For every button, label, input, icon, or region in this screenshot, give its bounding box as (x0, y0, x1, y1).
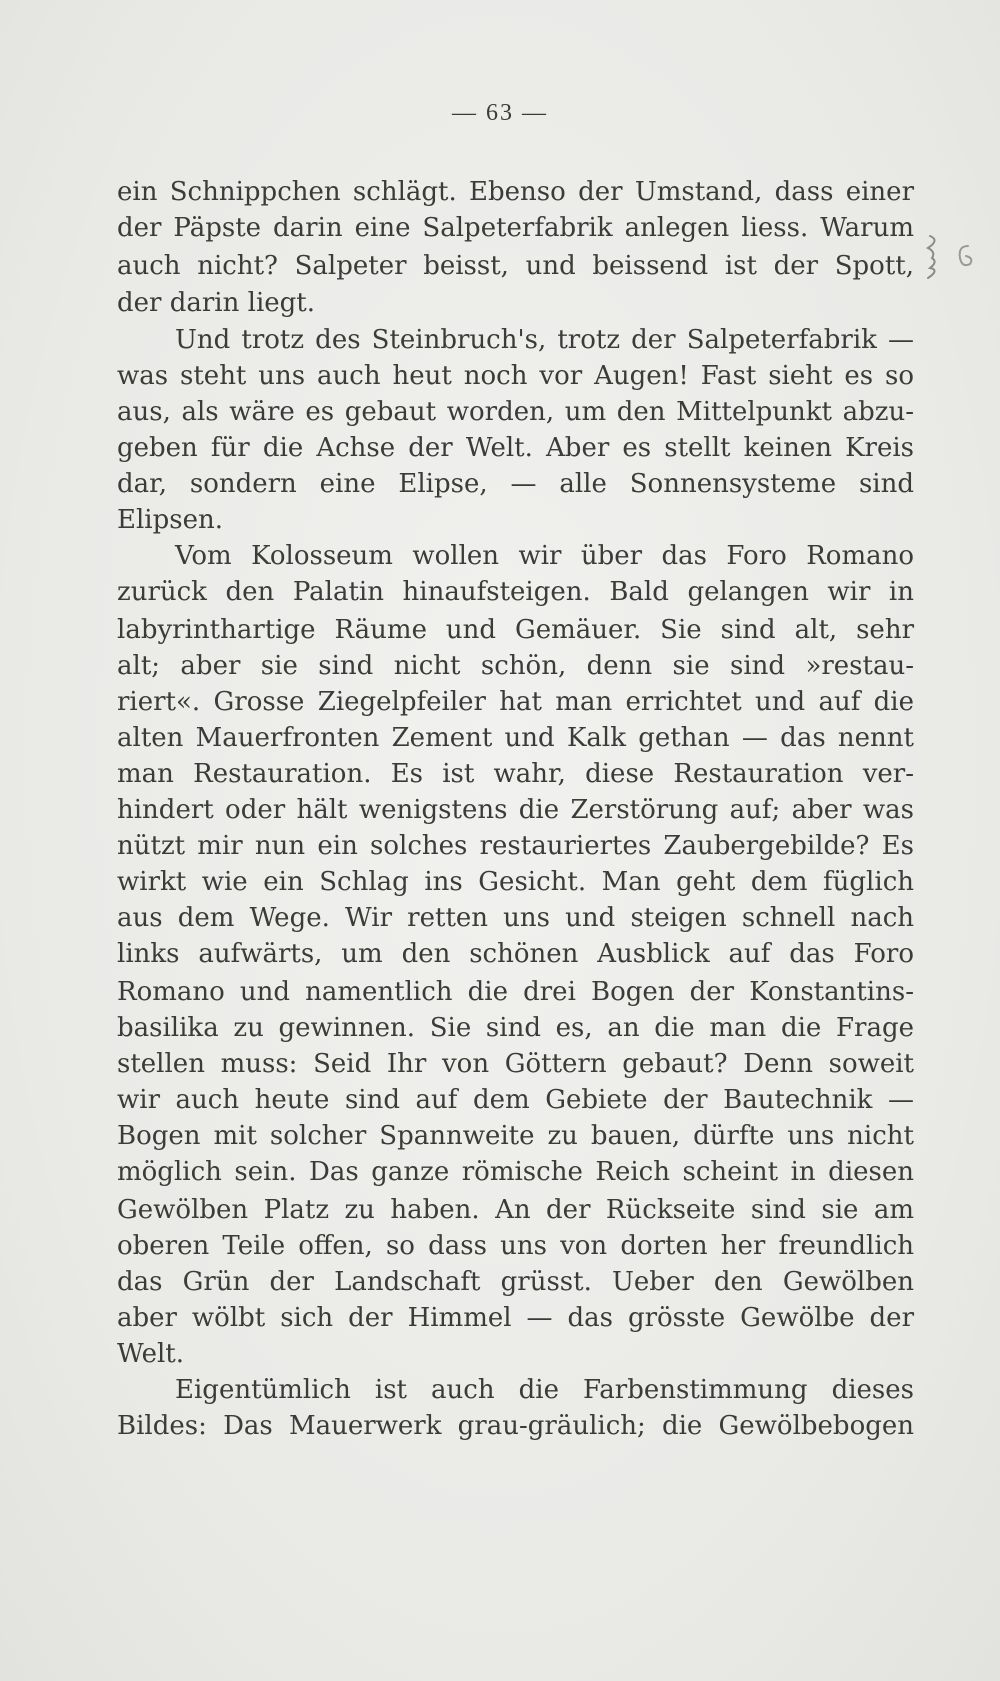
text-line: alten Mauerfronten Zement und Kalk gethan — das nennt (117, 723, 914, 753)
text-line: Elipsen. (117, 505, 223, 535)
text-line: Eigentümlich ist auch die Farbenstimmung dieses (175, 1375, 914, 1405)
text-line: aber wölbt sich der Himmel — das grösste Gewölbe der (117, 1303, 914, 1333)
text-line: geben für die Achse der Welt. Aber es stellt keinen Kreis (117, 433, 914, 463)
text-line: das Grün der Landschaft grüsst. Ueber den Gewölben (117, 1267, 914, 1297)
text-line: Bogen mit solcher Spannweite zu bauen, dürfte uns nicht (117, 1121, 914, 1151)
text-line: oberen Teile offen, so dass uns von dorten her freundlich (117, 1231, 914, 1261)
text-line: ein Schnippchen schlägt. Ebenso der Umstand, dass einer (117, 177, 914, 207)
text-line: Bildes: Das Mauerwerk grau-gräulich; die Gewölbebogen (117, 1411, 914, 1441)
text-line: Welt. (117, 1339, 185, 1369)
text-line: der Päpste darin eine Salpeterfabrik anlegen liess. Warum (117, 213, 914, 243)
text-line: alt; aber sie sind nicht schön, denn sie sind »restau- (117, 651, 914, 681)
text-line: aus, als wäre es gebaut worden, um den Mittelpunkt abzu- (117, 397, 914, 427)
text-line: wir auch heute sind auf dem Gebiete der Bautechnik — (117, 1085, 914, 1115)
text-line: Und trotz des Steinbruch's, trotz der Salpeterfabrik — (175, 325, 914, 355)
text-line: der darin liegt. (117, 288, 315, 318)
text-line: auch nicht? Salpeter beisst, und beissend ist der Spott, (117, 251, 914, 281)
text-line: nützt mir nun ein solches restauriertes Zaubergebilde? Es (117, 831, 914, 861)
text-line: man Restauration. Es ist wahr, diese Restauration ver- (117, 759, 914, 789)
text-line: möglich sein. Das ganze römische Reich scheint in diesen (117, 1157, 914, 1187)
text-line: wirkt wie ein Schlag ins Gesicht. Man geht dem füglich (117, 867, 914, 897)
page-number: — 63 — (452, 100, 548, 126)
text-line: labyrinthartige Räume und Gemäuer. Sie sind alt, sehr (117, 615, 914, 645)
text-line: Vom Kolosseum wollen wir über das Foro Romano (175, 541, 914, 571)
text-line: Gewölben Platz zu haben. An der Rückseite sind sie am (117, 1195, 914, 1225)
text-line: stellen muss: Seid Ihr von Göttern gebaut? Denn soweit (117, 1049, 914, 1079)
margin-pencil-mark-icon (922, 230, 982, 300)
text-line: zurück den Palatin hinaufsteigen. Bald gelangen wir in (117, 577, 914, 607)
text-line: Romano und namentlich die drei Bogen der Konstantins- (117, 977, 914, 1007)
text-line: links aufwärts, um den schönen Ausblick auf das Foro (117, 939, 914, 969)
text-line: hindert oder hält wenigstens die Zerstörung auf; aber was (117, 795, 914, 825)
text-line: dar, sondern eine Elipse, — alle Sonnensysteme sind (117, 469, 914, 499)
text-line: was steht uns auch heut noch vor Augen! Fast sieht es so (117, 361, 914, 391)
text-line: basilika zu gewinnen. Sie sind es, an die man die Frage (117, 1013, 914, 1043)
text-line: riert«. Grosse Ziegelpfeiler hat man errichtet und auf die (117, 687, 914, 717)
text-line: aus dem Wege. Wir retten uns und steigen schnell nach (117, 903, 914, 933)
